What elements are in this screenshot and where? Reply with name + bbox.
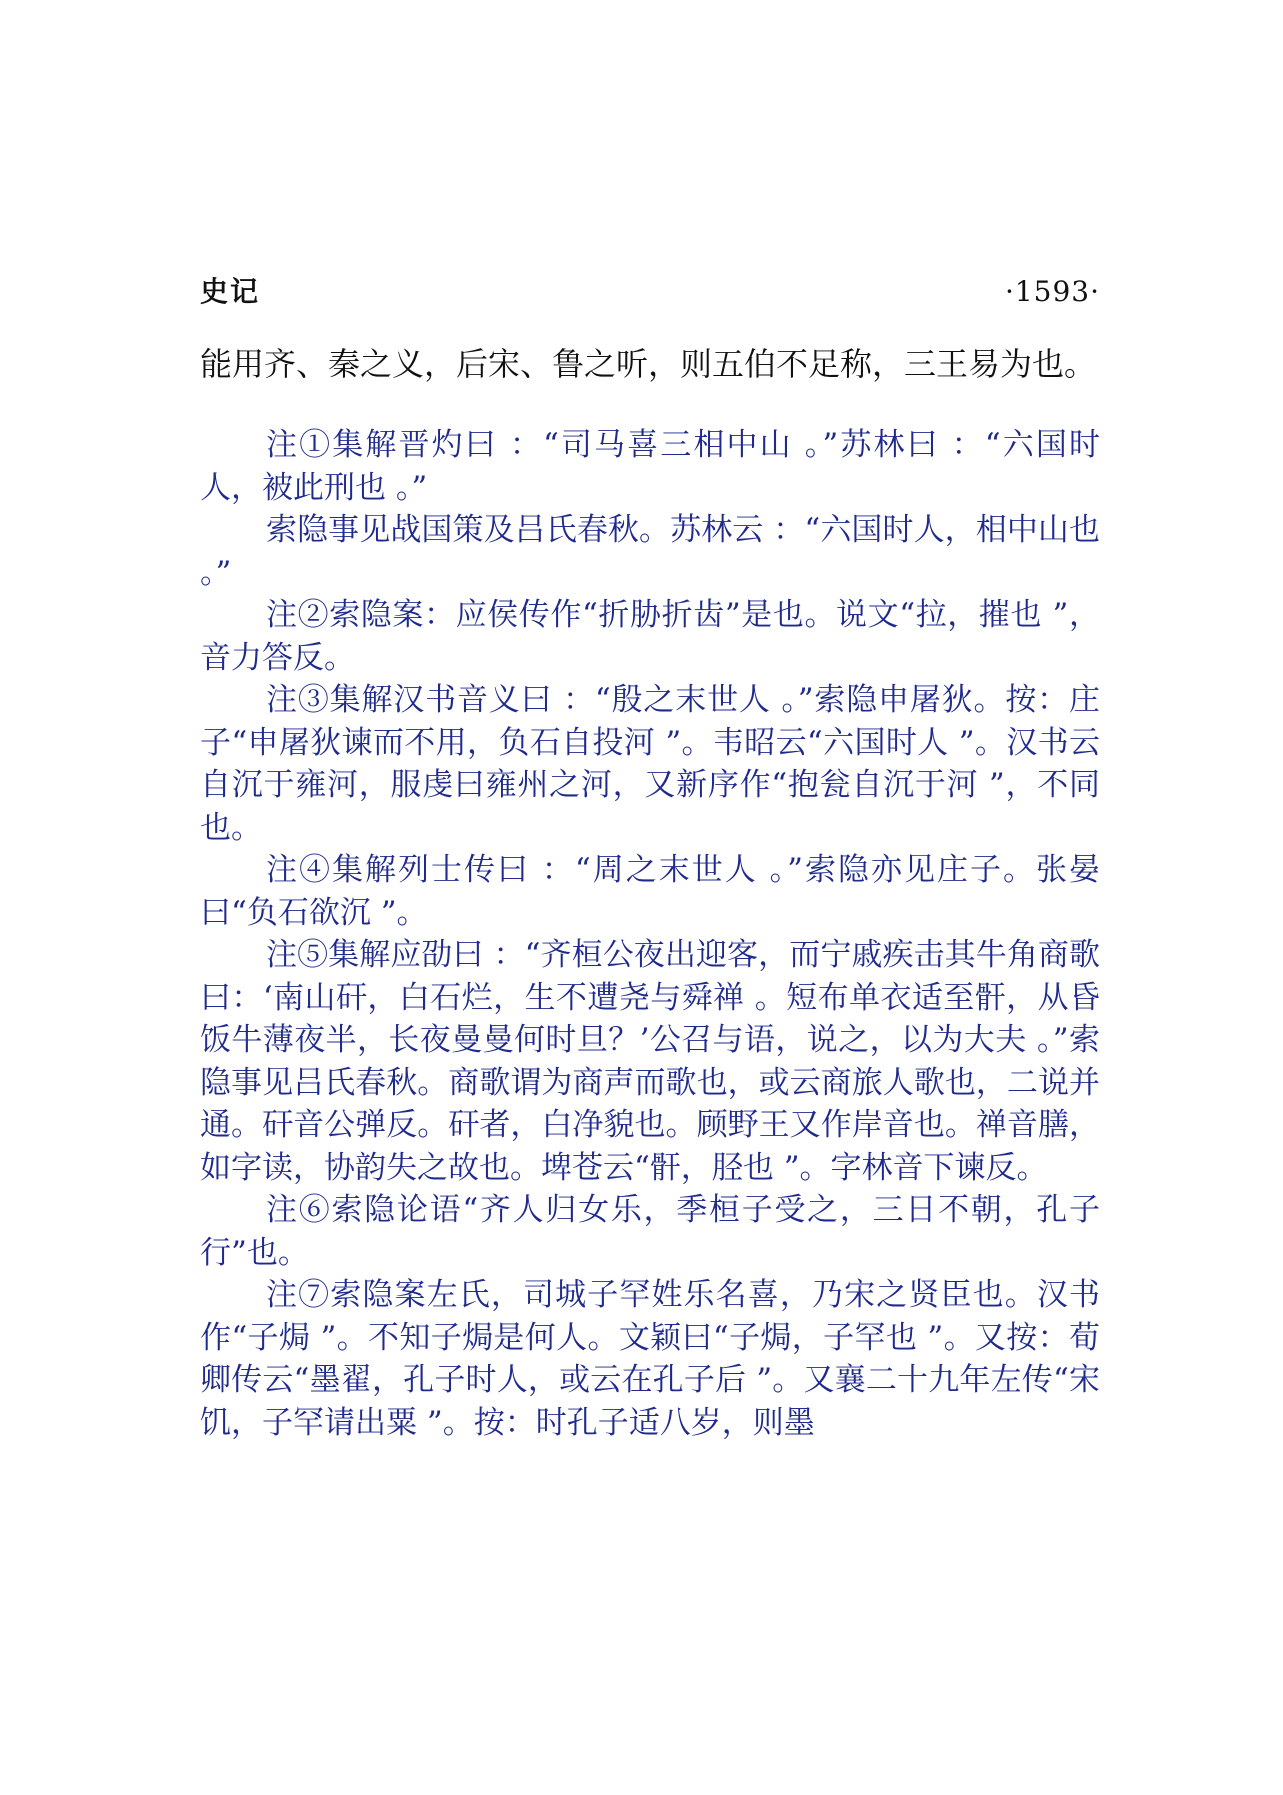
note-paragraph: 注⑥索隐论语“齐人归女乐，季桓子受之，三日不朝，孔子行”也。: [200, 1192, 1100, 1271]
page: [200, 270, 1100, 1444]
running-header: [200, 270, 1100, 310]
note-paragraph: 注①集解晋灼曰 ：“司马喜三相中山 。”苏林曰 ：“六国时人，被此刑也 。”: [200, 427, 1100, 506]
book-title: 史记: [200, 275, 261, 308]
page-number: ·1593·: [1004, 275, 1100, 308]
note-paragraph: 注④集解列士传曰 ：“周之末世人 。”索隐亦见庄子。张晏曰“负石欲沉 ”。: [200, 852, 1100, 931]
note-paragraph: 注③集解汉书音义曰 ：“殷之末世人 。”索隐申屠狄。按：庄子“申屠狄谏而不用，负石自投河 ”。韦昭云“六国时人 ”。汉书云自沉于雍河，服虔曰雍州之河，又新序作“抱瓮自沉于河 ”，不同也。: [200, 682, 1100, 846]
note-paragraph: 注⑦索隐案左氏，司城子罕姓乐名喜，乃宋之贤臣也。汉书作“子焗 ”。不知子焗是何人。文颖曰“子焗，子罕也 ”。又按：荀卿传云“墨翟，孔子时人，或云在孔子后 ”。又襄二十九年左传“宋饥，子罕请出粟 ”。按：时孔子适八岁，则墨: [200, 1277, 1100, 1441]
main-text: 能用齐、秦之义，后宋、鲁之听，则五伯不足称，三王易为也。: [200, 345, 1097, 383]
note-paragraph: 注⑤集解应劭曰 ：“齐桓公夜出迎客，而宁戚疾击其牛角商歌曰：‘南山矸，白石烂，生不遭尧与舜禅 。短布单衣适至骭，从昏饭牛薄夜半，长夜曼曼何时旦？’公召与语，说之，以为大夫 。”索隐事见吕氏春秋。商歌谓为商声而歌也，或云商旅人歌也，二说并通。矸音公弹反。矸者，白净貌也。顾野王又作岸音也。禅音膳，如字读，协韵失之故也。埤苍云“骭，胫也 ”。字林音下谏反。: [200, 937, 1100, 1186]
note-paragraph: 注②索隐案：应侯传作“折胁折齿”是也。说文“拉，摧也 ”，音力答反。: [200, 597, 1100, 676]
note-paragraph: 索隐事见战国策及吕氏春秋。苏林云 ：“六国时人，相中山也 。”: [200, 512, 1100, 591]
annotations: [200, 424, 1100, 1444]
